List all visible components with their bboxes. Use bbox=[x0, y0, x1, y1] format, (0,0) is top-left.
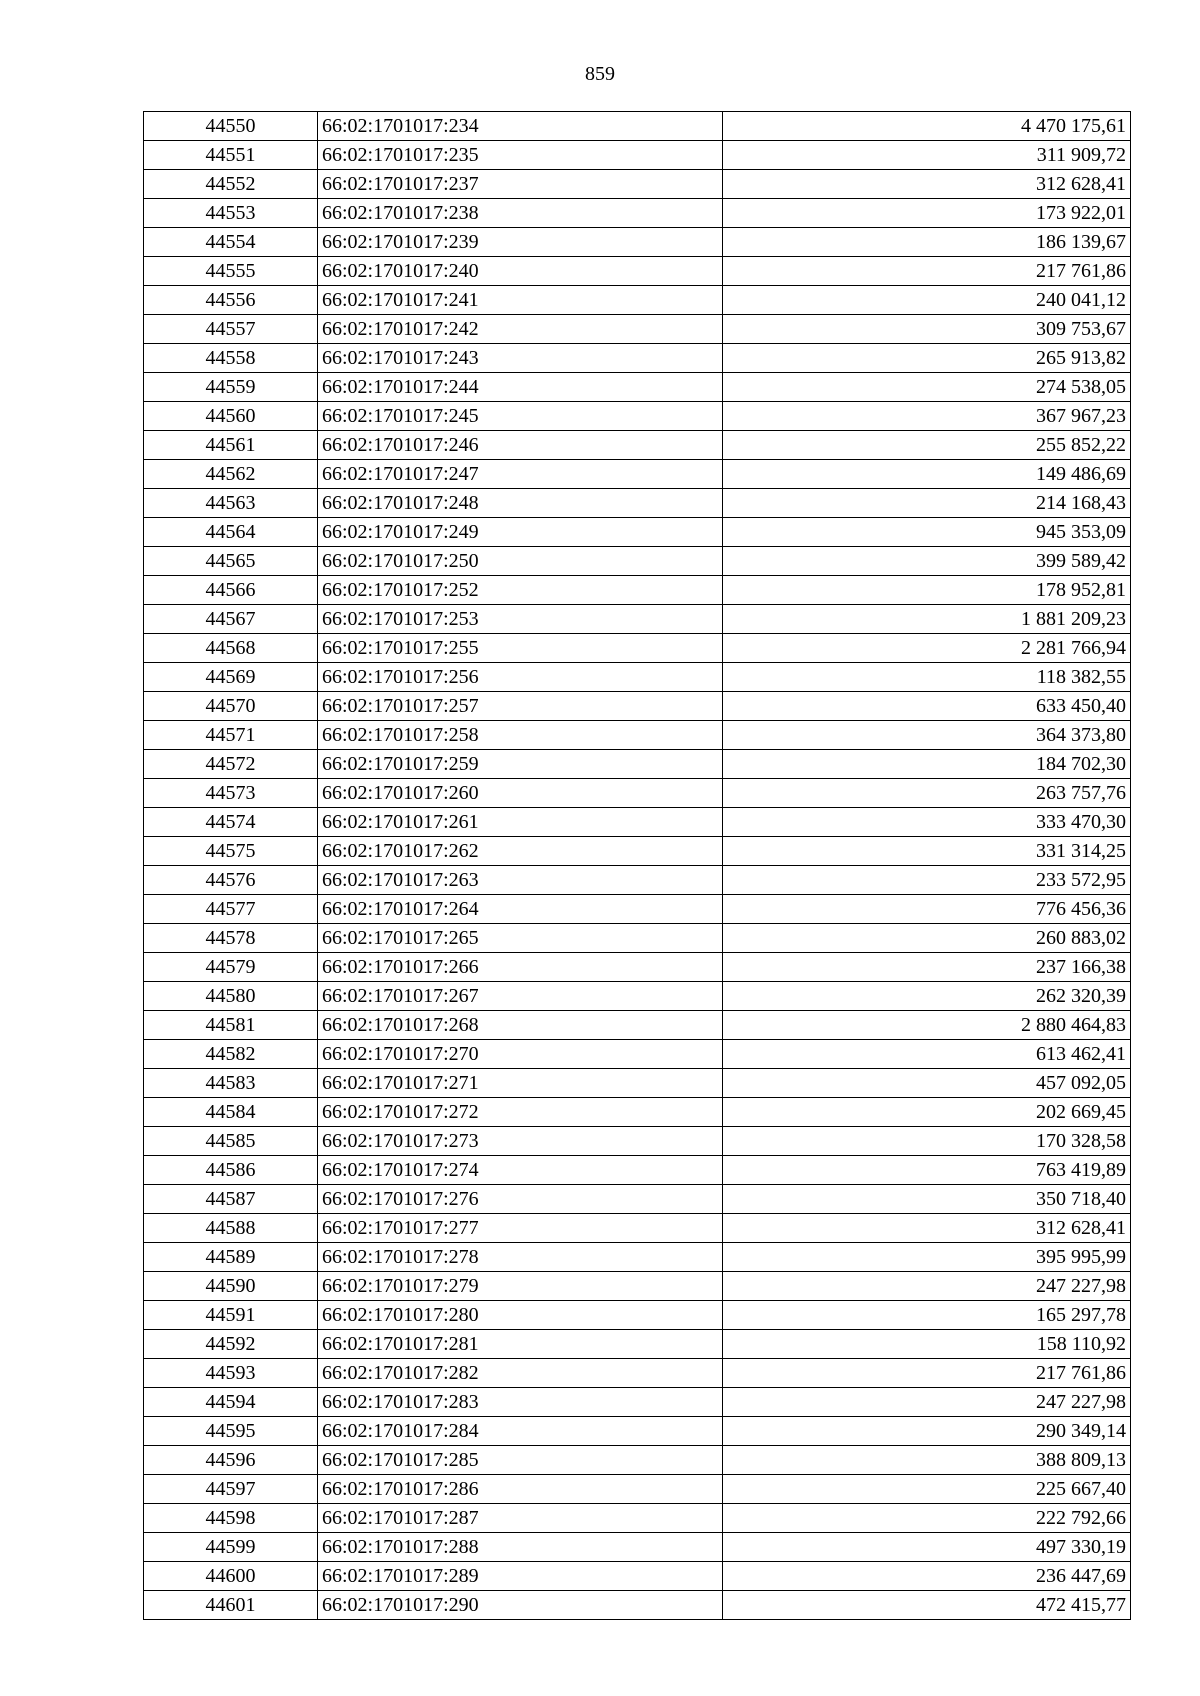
row-number-cell: 44582 bbox=[144, 1040, 318, 1069]
cadastral-number-cell: 66:02:1701017:237 bbox=[318, 170, 723, 199]
table-row bbox=[144, 576, 1131, 605]
cadastral-value-cell: 274 538,05 bbox=[723, 373, 1131, 402]
row-number-cell: 44567 bbox=[144, 605, 318, 634]
cadastral-number-cell: 66:02:1701017:248 bbox=[318, 489, 723, 518]
table-row bbox=[144, 1069, 1131, 1098]
cadastral-value-cell: 202 669,45 bbox=[723, 1098, 1131, 1127]
cadastral-value-cell: 158 110,92 bbox=[723, 1330, 1131, 1359]
cadastral-number-cell: 66:02:1701017:285 bbox=[318, 1446, 723, 1475]
cadastral-value-cell: 260 883,02 bbox=[723, 924, 1131, 953]
cadastral-value-cell: 247 227,98 bbox=[723, 1272, 1131, 1301]
cadastral-value-cell: 776 456,36 bbox=[723, 895, 1131, 924]
cadastral-value-cell: 214 168,43 bbox=[723, 489, 1131, 518]
table-body bbox=[144, 112, 1131, 1620]
table-row bbox=[144, 547, 1131, 576]
cadastral-value-cell: 388 809,13 bbox=[723, 1446, 1131, 1475]
table-row bbox=[144, 1533, 1131, 1562]
row-number-cell: 44571 bbox=[144, 721, 318, 750]
row-number-cell: 44551 bbox=[144, 141, 318, 170]
cadastral-value-cell: 165 297,78 bbox=[723, 1301, 1131, 1330]
cadastral-value-cell: 118 382,55 bbox=[723, 663, 1131, 692]
table-row bbox=[144, 663, 1131, 692]
row-number-cell: 44585 bbox=[144, 1127, 318, 1156]
cadastral-value-cell: 263 757,76 bbox=[723, 779, 1131, 808]
row-number-cell: 44583 bbox=[144, 1069, 318, 1098]
row-number-cell: 44550 bbox=[144, 112, 318, 141]
row-number-cell: 44570 bbox=[144, 692, 318, 721]
row-number-cell: 44594 bbox=[144, 1388, 318, 1417]
cadastral-value-cell: 311 909,72 bbox=[723, 141, 1131, 170]
cadastral-number-cell: 66:02:1701017:272 bbox=[318, 1098, 723, 1127]
cadastral-value-cell: 290 349,14 bbox=[723, 1417, 1131, 1446]
cadastral-number-cell: 66:02:1701017:235 bbox=[318, 141, 723, 170]
table-row bbox=[144, 1475, 1131, 1504]
row-number-cell: 44591 bbox=[144, 1301, 318, 1330]
cadastral-number-cell: 66:02:1701017:245 bbox=[318, 402, 723, 431]
table-row bbox=[144, 1156, 1131, 1185]
cadastral-number-cell: 66:02:1701017:281 bbox=[318, 1330, 723, 1359]
cadastral-value-cell: 186 139,67 bbox=[723, 228, 1131, 257]
table-row bbox=[144, 1562, 1131, 1591]
cadastral-value-cell: 4 470 175,61 bbox=[723, 112, 1131, 141]
cadastral-value-cell: 170 328,58 bbox=[723, 1127, 1131, 1156]
row-number-cell: 44596 bbox=[144, 1446, 318, 1475]
table-row bbox=[144, 344, 1131, 373]
row-number-cell: 44562 bbox=[144, 460, 318, 489]
row-number-cell: 44600 bbox=[144, 1562, 318, 1591]
row-number-cell: 44564 bbox=[144, 518, 318, 547]
cadastral-value-cell: 613 462,41 bbox=[723, 1040, 1131, 1069]
table-row bbox=[144, 634, 1131, 663]
table-row bbox=[144, 750, 1131, 779]
table-row bbox=[144, 866, 1131, 895]
table-row bbox=[144, 257, 1131, 286]
row-number-cell: 44598 bbox=[144, 1504, 318, 1533]
table-row bbox=[144, 924, 1131, 953]
row-number-cell: 44556 bbox=[144, 286, 318, 315]
cadastral-number-cell: 66:02:1701017:249 bbox=[318, 518, 723, 547]
cadastral-value-cell: 225 667,40 bbox=[723, 1475, 1131, 1504]
row-number-cell: 44581 bbox=[144, 1011, 318, 1040]
row-number-cell: 44568 bbox=[144, 634, 318, 663]
cadastral-value-cell: 399 589,42 bbox=[723, 547, 1131, 576]
cadastral-number-cell: 66:02:1701017:289 bbox=[318, 1562, 723, 1591]
row-number-cell: 44561 bbox=[144, 431, 318, 460]
row-number-cell: 44560 bbox=[144, 402, 318, 431]
cadastral-number-cell: 66:02:1701017:287 bbox=[318, 1504, 723, 1533]
cadastral-number-cell: 66:02:1701017:265 bbox=[318, 924, 723, 953]
row-number-cell: 44578 bbox=[144, 924, 318, 953]
cadastral-value-cell: 312 628,41 bbox=[723, 170, 1131, 199]
row-number-cell: 44580 bbox=[144, 982, 318, 1011]
cadastral-value-cell: 497 330,19 bbox=[723, 1533, 1131, 1562]
cadastral-value-cell: 309 753,67 bbox=[723, 315, 1131, 344]
table-row bbox=[144, 808, 1131, 837]
row-number-cell: 44599 bbox=[144, 1533, 318, 1562]
row-number-cell: 44563 bbox=[144, 489, 318, 518]
cadastral-value-cell: 240 041,12 bbox=[723, 286, 1131, 315]
cadastral-value-cell: 233 572,95 bbox=[723, 866, 1131, 895]
row-number-cell: 44588 bbox=[144, 1214, 318, 1243]
table-row bbox=[144, 402, 1131, 431]
cadastral-number-cell: 66:02:1701017:273 bbox=[318, 1127, 723, 1156]
cadastral-number-cell: 66:02:1701017:234 bbox=[318, 112, 723, 141]
table-row bbox=[144, 692, 1131, 721]
row-number-cell: 44574 bbox=[144, 808, 318, 837]
row-number-cell: 44601 bbox=[144, 1591, 318, 1620]
cadastral-number-cell: 66:02:1701017:276 bbox=[318, 1185, 723, 1214]
cadastral-number-cell: 66:02:1701017:283 bbox=[318, 1388, 723, 1417]
cadastral-number-cell: 66:02:1701017:240 bbox=[318, 257, 723, 286]
row-number-cell: 44555 bbox=[144, 257, 318, 286]
cadastral-value-cell: 217 761,86 bbox=[723, 257, 1131, 286]
table-row bbox=[144, 779, 1131, 808]
row-number-cell: 44569 bbox=[144, 663, 318, 692]
cadastral-value-cell: 237 166,38 bbox=[723, 953, 1131, 982]
cadastral-value-cell: 331 314,25 bbox=[723, 837, 1131, 866]
cadastral-value-cell: 265 913,82 bbox=[723, 344, 1131, 373]
row-number-cell: 44553 bbox=[144, 199, 318, 228]
cadastral-number-cell: 66:02:1701017:271 bbox=[318, 1069, 723, 1098]
table-row bbox=[144, 431, 1131, 460]
cadastral-value-cell: 2 880 464,83 bbox=[723, 1011, 1131, 1040]
cadastral-value-cell: 1 881 209,23 bbox=[723, 605, 1131, 634]
cadastral-number-cell: 66:02:1701017:262 bbox=[318, 837, 723, 866]
cadastral-value-cell: 173 922,01 bbox=[723, 199, 1131, 228]
table-row bbox=[144, 1214, 1131, 1243]
row-number-cell: 44554 bbox=[144, 228, 318, 257]
cadastral-number-cell: 66:02:1701017:244 bbox=[318, 373, 723, 402]
cadastral-value-cell: 763 419,89 bbox=[723, 1156, 1131, 1185]
cadastral-number-cell: 66:02:1701017:267 bbox=[318, 982, 723, 1011]
table-row bbox=[144, 489, 1131, 518]
row-number-cell: 44552 bbox=[144, 170, 318, 199]
table-row bbox=[144, 1098, 1131, 1127]
row-number-cell: 44566 bbox=[144, 576, 318, 605]
table-row bbox=[144, 1446, 1131, 1475]
table-row bbox=[144, 1272, 1131, 1301]
cadastral-value-cell: 312 628,41 bbox=[723, 1214, 1131, 1243]
row-number-cell: 44579 bbox=[144, 953, 318, 982]
cadastral-value-cell: 222 792,66 bbox=[723, 1504, 1131, 1533]
table-row bbox=[144, 1591, 1131, 1620]
table-row bbox=[144, 315, 1131, 344]
table-row bbox=[144, 1504, 1131, 1533]
row-number-cell: 44565 bbox=[144, 547, 318, 576]
row-number-cell: 44577 bbox=[144, 895, 318, 924]
table-row bbox=[144, 460, 1131, 489]
row-number-cell: 44586 bbox=[144, 1156, 318, 1185]
row-number-cell: 44584 bbox=[144, 1098, 318, 1127]
row-number-cell: 44587 bbox=[144, 1185, 318, 1214]
table-row bbox=[144, 199, 1131, 228]
cadastral-number-cell: 66:02:1701017:290 bbox=[318, 1591, 723, 1620]
table-row bbox=[144, 170, 1131, 199]
cadastral-value-cell: 236 447,69 bbox=[723, 1562, 1131, 1591]
cadastral-value-cell: 457 092,05 bbox=[723, 1069, 1131, 1098]
table-row bbox=[144, 1330, 1131, 1359]
row-number-cell: 44558 bbox=[144, 344, 318, 373]
table-row bbox=[144, 953, 1131, 982]
cadastral-number-cell: 66:02:1701017:246 bbox=[318, 431, 723, 460]
page-number: 859 bbox=[585, 63, 615, 85]
row-number-cell: 44575 bbox=[144, 837, 318, 866]
cadastral-number-cell: 66:02:1701017:268 bbox=[318, 1011, 723, 1040]
cadastral-number-cell: 66:02:1701017:279 bbox=[318, 1272, 723, 1301]
cadastral-number-cell: 66:02:1701017:247 bbox=[318, 460, 723, 489]
cadastral-number-cell: 66:02:1701017:278 bbox=[318, 1243, 723, 1272]
table-row bbox=[144, 721, 1131, 750]
row-number-cell: 44576 bbox=[144, 866, 318, 895]
table-row bbox=[144, 1185, 1131, 1214]
table-row bbox=[144, 895, 1131, 924]
table-row bbox=[144, 112, 1131, 141]
table-row bbox=[144, 228, 1131, 257]
cadastral-value-cell: 350 718,40 bbox=[723, 1185, 1131, 1214]
cadastral-number-cell: 66:02:1701017:286 bbox=[318, 1475, 723, 1504]
row-number-cell: 44559 bbox=[144, 373, 318, 402]
table-row bbox=[144, 1359, 1131, 1388]
cadastral-number-cell: 66:02:1701017:261 bbox=[318, 808, 723, 837]
cadastral-number-cell: 66:02:1701017:280 bbox=[318, 1301, 723, 1330]
row-number-cell: 44597 bbox=[144, 1475, 318, 1504]
cadastral-value-cell: 395 995,99 bbox=[723, 1243, 1131, 1272]
cadastral-value-cell: 333 470,30 bbox=[723, 808, 1131, 837]
cadastral-value-cell: 255 852,22 bbox=[723, 431, 1131, 460]
cadastral-value-cell: 178 952,81 bbox=[723, 576, 1131, 605]
table-row bbox=[144, 518, 1131, 547]
cadastral-number-cell: 66:02:1701017:266 bbox=[318, 953, 723, 982]
cadastral-number-cell: 66:02:1701017:250 bbox=[318, 547, 723, 576]
cadastral-number-cell: 66:02:1701017:288 bbox=[318, 1533, 723, 1562]
table-row bbox=[144, 982, 1131, 1011]
cadastral-value-cell: 247 227,98 bbox=[723, 1388, 1131, 1417]
row-number-cell: 44592 bbox=[144, 1330, 318, 1359]
cadastral-number-cell: 66:02:1701017:257 bbox=[318, 692, 723, 721]
table-row bbox=[144, 1301, 1131, 1330]
cadastral-number-cell: 66:02:1701017:274 bbox=[318, 1156, 723, 1185]
cadastral-value-cell: 945 353,09 bbox=[723, 518, 1131, 547]
cadastral-number-cell: 66:02:1701017:242 bbox=[318, 315, 723, 344]
table-row bbox=[144, 1040, 1131, 1069]
cadastral-number-cell: 66:02:1701017:255 bbox=[318, 634, 723, 663]
row-number-cell: 44572 bbox=[144, 750, 318, 779]
cadastral-value-cell: 472 415,77 bbox=[723, 1591, 1131, 1620]
table-row bbox=[144, 286, 1131, 315]
cadastral-number-cell: 66:02:1701017:241 bbox=[318, 286, 723, 315]
table-row bbox=[144, 837, 1131, 866]
table-row bbox=[144, 605, 1131, 634]
cadastral-value-cell: 149 486,69 bbox=[723, 460, 1131, 489]
cadastral-table bbox=[143, 111, 1131, 1620]
cadastral-number-cell: 66:02:1701017:252 bbox=[318, 576, 723, 605]
cadastral-number-cell: 66:02:1701017:264 bbox=[318, 895, 723, 924]
cadastral-number-cell: 66:02:1701017:258 bbox=[318, 721, 723, 750]
table-row bbox=[144, 1011, 1131, 1040]
cadastral-number-cell: 66:02:1701017:282 bbox=[318, 1359, 723, 1388]
cadastral-value-cell: 364 373,80 bbox=[723, 721, 1131, 750]
cadastral-number-cell: 66:02:1701017:253 bbox=[318, 605, 723, 634]
table-row bbox=[144, 1243, 1131, 1272]
cadastral-value-cell: 367 967,23 bbox=[723, 402, 1131, 431]
table-row bbox=[144, 373, 1131, 402]
cadastral-number-cell: 66:02:1701017:256 bbox=[318, 663, 723, 692]
table-row bbox=[144, 1417, 1131, 1446]
cadastral-number-cell: 66:02:1701017:259 bbox=[318, 750, 723, 779]
cadastral-number-cell: 66:02:1701017:238 bbox=[318, 199, 723, 228]
cadastral-number-cell: 66:02:1701017:270 bbox=[318, 1040, 723, 1069]
table-row bbox=[144, 1127, 1131, 1156]
cadastral-value-cell: 633 450,40 bbox=[723, 692, 1131, 721]
row-number-cell: 44589 bbox=[144, 1243, 318, 1272]
cadastral-value-cell: 184 702,30 bbox=[723, 750, 1131, 779]
cadastral-number-cell: 66:02:1701017:284 bbox=[318, 1417, 723, 1446]
row-number-cell: 44593 bbox=[144, 1359, 318, 1388]
cadastral-value-cell: 2 281 766,94 bbox=[723, 634, 1131, 663]
row-number-cell: 44573 bbox=[144, 779, 318, 808]
row-number-cell: 44590 bbox=[144, 1272, 318, 1301]
cadastral-value-cell: 262 320,39 bbox=[723, 982, 1131, 1011]
cadastral-value-cell: 217 761,86 bbox=[723, 1359, 1131, 1388]
cadastral-number-cell: 66:02:1701017:239 bbox=[318, 228, 723, 257]
cadastral-number-cell: 66:02:1701017:263 bbox=[318, 866, 723, 895]
cadastral-number-cell: 66:02:1701017:277 bbox=[318, 1214, 723, 1243]
cadastral-number-cell: 66:02:1701017:260 bbox=[318, 779, 723, 808]
table-row bbox=[144, 1388, 1131, 1417]
cadastral-number-cell: 66:02:1701017:243 bbox=[318, 344, 723, 373]
table-row bbox=[144, 141, 1131, 170]
row-number-cell: 44595 bbox=[144, 1417, 318, 1446]
row-number-cell: 44557 bbox=[144, 315, 318, 344]
